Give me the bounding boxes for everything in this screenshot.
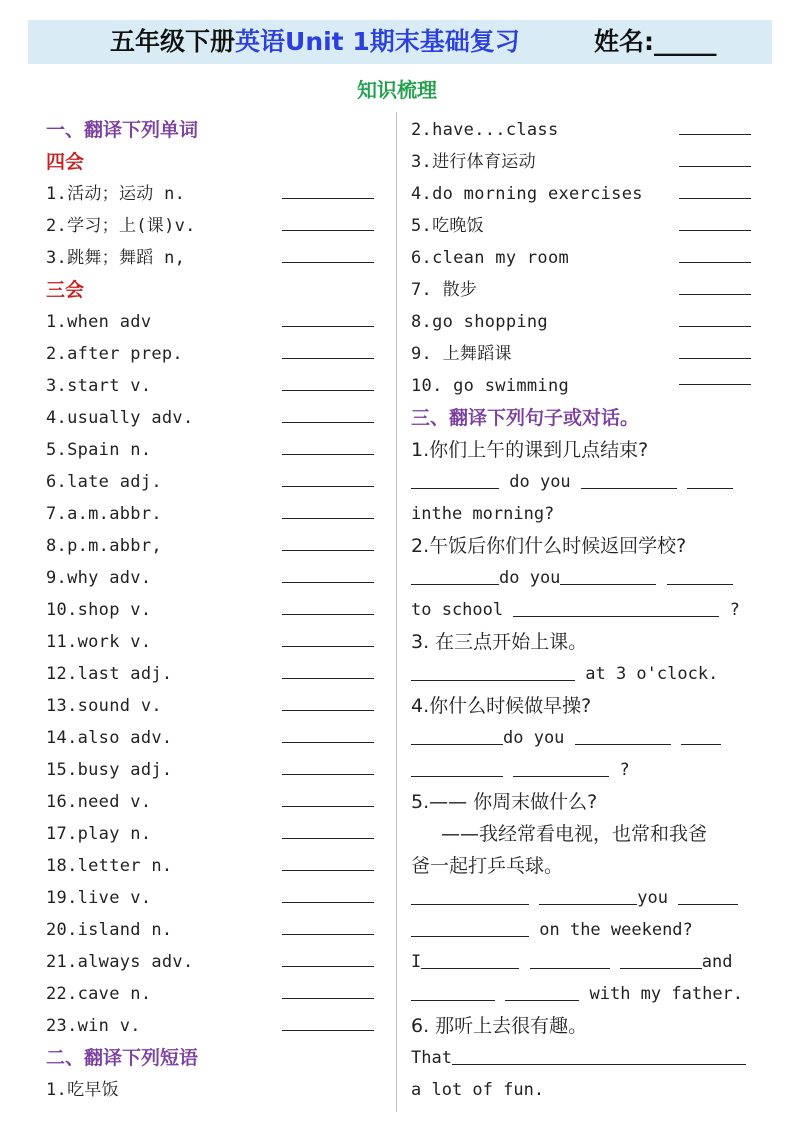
group-heading-four: 四会	[46, 151, 85, 173]
answer-blank[interactable]	[282, 710, 374, 711]
answer-blank[interactable]	[679, 326, 751, 327]
phrase-item: 1.吃早饭	[46, 1080, 119, 1100]
word-item: 1.when adv	[46, 306, 374, 338]
section-heading-phrases: 二、翻译下列短语	[46, 1047, 199, 1069]
answer-blank[interactable]	[411, 884, 529, 905]
phrase-item: 8.go shopping	[411, 306, 751, 338]
answer-blank[interactable]	[282, 358, 374, 359]
answer-blank[interactable]	[539, 884, 637, 905]
page-title	[0, 20, 794, 64]
word-item: 12.last adj.	[46, 658, 374, 690]
answer-blank[interactable]	[411, 660, 575, 681]
answer-blank[interactable]	[411, 916, 529, 937]
word-item: 6.late adj.	[46, 466, 374, 498]
question-3: 3. 在三点开始上课。	[411, 631, 588, 653]
answer-line: ?	[411, 754, 751, 786]
phrase-item: 4.do morning exercises	[411, 178, 751, 210]
subtitle: 知识梳理	[357, 78, 437, 102]
word-item: 3.跳舞；舞蹈 n,	[46, 242, 374, 274]
answer-blank[interactable]	[681, 724, 721, 745]
word-item: 15.busy adj.	[46, 754, 374, 786]
phrase-item: 10. go swimming	[411, 370, 751, 402]
word-item: 22.cave n.	[46, 978, 374, 1010]
phrase-item: 5.吃晚饭	[411, 210, 751, 242]
phrase-item: 2.have...class	[411, 114, 751, 146]
word-item: 17.play n.	[46, 818, 374, 850]
answer-line: I and	[411, 946, 751, 978]
word-item: 11.work v.	[46, 626, 374, 658]
word-item: 3.start v.	[46, 370, 374, 402]
answer-blank[interactable]	[411, 564, 499, 585]
word-item: 2.after prep.	[46, 338, 374, 370]
answer-blank[interactable]	[667, 564, 733, 585]
answer-blank[interactable]	[679, 262, 751, 263]
answer-blank[interactable]	[679, 294, 751, 295]
answer-blank[interactable]	[282, 934, 374, 935]
answer-blank[interactable]	[282, 1030, 374, 1031]
question-6: 6. 那听上去很有趣。	[411, 1015, 588, 1037]
answer-blank[interactable]	[282, 870, 374, 871]
answer-line: with my father.	[411, 978, 751, 1010]
section-heading-sentences: 三、翻译下列句子或对话。	[411, 407, 640, 429]
answer-blank[interactable]	[678, 884, 738, 905]
name-field-label: 姓名:_____	[594, 27, 717, 56]
question-5: 5.—— 你周末做什么?	[411, 791, 598, 813]
answer-blank[interactable]	[411, 468, 499, 489]
phrase-item: 9. 上舞蹈课	[411, 338, 751, 370]
answer-blank[interactable]	[452, 1044, 746, 1065]
answer-line: you	[411, 882, 751, 914]
answer-blank[interactable]	[282, 998, 374, 999]
word-item: 14.also adv.	[46, 722, 374, 754]
answer-line: do you	[411, 562, 751, 594]
column-divider	[396, 112, 397, 1112]
word-item: 9.why adv.	[46, 562, 374, 594]
answer-blank[interactable]	[282, 614, 374, 615]
answer-blank[interactable]	[282, 678, 374, 679]
right-column	[411, 114, 751, 1106]
word-item: 18.letter n.	[46, 850, 374, 882]
answer-line: inthe morning?	[411, 504, 555, 524]
answer-line: at 3 o'clock.	[411, 658, 751, 690]
group-heading-three: 三会	[46, 279, 85, 301]
answer-blank[interactable]	[687, 468, 733, 489]
answer-blank[interactable]	[282, 646, 374, 647]
answer-blank[interactable]	[282, 518, 374, 519]
word-item: 7.a.m.abbr.	[46, 498, 374, 530]
answer-blank[interactable]	[282, 262, 374, 263]
answer-blank[interactable]	[575, 724, 671, 745]
answer-line: do you	[411, 466, 751, 498]
word-item: 13.sound v.	[46, 690, 374, 722]
word-item: 10.shop v.	[46, 594, 374, 626]
answer-blank[interactable]	[505, 980, 579, 1001]
word-item: 2.学习；上(课)v.	[46, 210, 374, 242]
phrase-item: 6.clean my room	[411, 242, 751, 274]
answer-blank[interactable]	[421, 948, 519, 969]
word-item: 1.活动；运动 n.	[46, 178, 374, 210]
question-5-reply: ——我经常看电视，也常和我爸	[441, 823, 708, 845]
word-item: 16.need v.	[46, 786, 374, 818]
section-heading-words: 一、翻译下列单词	[46, 119, 199, 141]
answer-line: on the weekend?	[411, 914, 751, 946]
question-1: 1.你们上午的课到几点结束?	[411, 439, 649, 461]
answer-blank[interactable]	[679, 358, 751, 359]
question-2: 2.午饭后你们什么时候返回学校?	[411, 535, 687, 557]
answer-line: That	[411, 1042, 751, 1074]
word-item: 8.p.m.abbr,	[46, 530, 374, 562]
answer-blank[interactable]	[513, 596, 719, 617]
answer-blank[interactable]	[513, 756, 609, 777]
word-item: 19.live v.	[46, 882, 374, 914]
answer-blank[interactable]	[282, 390, 374, 391]
answer-blank[interactable]	[560, 564, 656, 585]
word-item: 5.Spain n.	[46, 434, 374, 466]
answer-line: do you	[411, 722, 751, 754]
answer-blank[interactable]	[282, 550, 374, 551]
answer-blank[interactable]	[679, 198, 751, 199]
answer-line: a lot of fun.	[411, 1080, 545, 1100]
phrase-item: 3.进行体育运动	[411, 146, 751, 178]
answer-blank[interactable]	[282, 966, 374, 967]
answer-blank[interactable]	[620, 948, 702, 969]
answer-blank[interactable]	[581, 468, 677, 489]
answer-blank[interactable]	[679, 166, 751, 167]
answer-blank[interactable]	[282, 838, 374, 839]
question-5-reply-cont: 爸一起打乒乓球。	[411, 855, 564, 877]
answer-blank[interactable]	[282, 326, 374, 327]
answer-blank[interactable]	[282, 902, 374, 903]
answer-blank[interactable]	[530, 948, 610, 969]
answer-blank[interactable]	[282, 582, 374, 583]
answer-blank[interactable]	[282, 774, 374, 775]
word-item: 4.usually adv.	[46, 402, 374, 434]
left-column	[46, 114, 374, 1106]
word-item: 21.always adv.	[46, 946, 374, 978]
word-item: 20.island n.	[46, 914, 374, 946]
answer-blank[interactable]	[282, 198, 374, 199]
answer-blank[interactable]	[282, 486, 374, 487]
answer-blank[interactable]	[679, 134, 751, 135]
answer-blank[interactable]	[679, 230, 751, 231]
answer-blank[interactable]	[411, 980, 495, 1001]
answer-blank[interactable]	[411, 756, 503, 777]
question-4: 4.你什么时候做早操?	[411, 695, 592, 717]
answer-blank[interactable]	[411, 724, 503, 745]
answer-blank[interactable]	[282, 806, 374, 807]
answer-blank[interactable]	[282, 742, 374, 743]
answer-blank[interactable]	[282, 422, 374, 423]
phrase-item: 7. 散步	[411, 274, 751, 306]
answer-blank[interactable]	[282, 230, 374, 231]
answer-blank[interactable]	[282, 454, 374, 455]
word-item: 23.win v.	[46, 1010, 374, 1042]
answer-line: to school ?	[411, 594, 751, 626]
title-text: 五年级下册英语Unit 1期末基础复习	[110, 27, 520, 56]
answer-blank[interactable]	[679, 384, 751, 385]
